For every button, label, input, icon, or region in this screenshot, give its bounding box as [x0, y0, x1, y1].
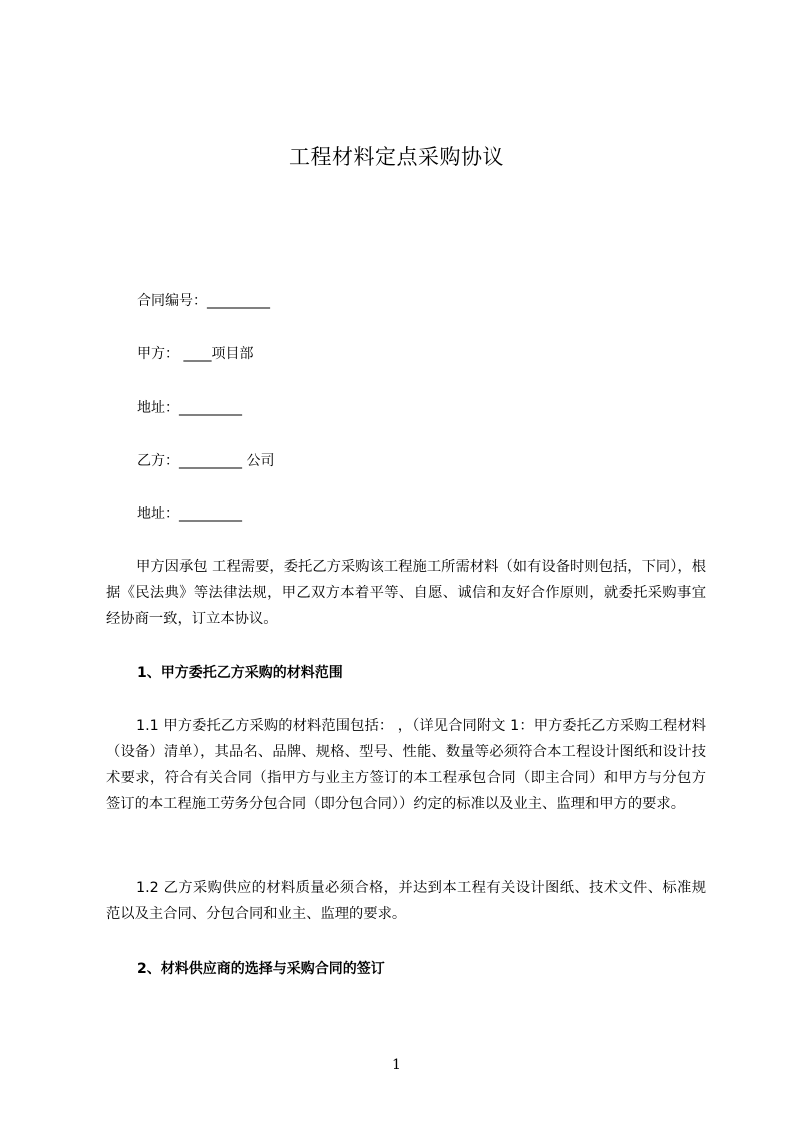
document-title: 工程材料定点采购协议	[289, 145, 504, 169]
party-b-address-field: 地址：_________	[137, 506, 242, 522]
page-number: 1	[392, 1057, 401, 1073]
contract-number-field: 合同编号：_________	[137, 293, 270, 309]
party-a-address-field: 地址：_________	[137, 400, 242, 416]
party-b-field: 乙方：_________ 公司	[137, 453, 275, 469]
clause-1-2: 1.2 乙方采购供应的材料质量必须合格，并达到本工程有关设计图纸、技术文件、标准规范以及主合同、分包合同和业主、监理的要求。	[106, 880, 706, 922]
clause-1-1: 1.1 甲方委托乙方采购的材料范围包括： ，（详见合同附文 1：甲方委托乙方采购工程材料（设备）清单），其品名、品牌、规格、型号、性能、数量等必须符合本工程设计图纸和设计技术要求，符合有关合同（指甲方与业主方签订的本工程承包合同（即主合同）和甲方与分包方签订的本工程施工劳务分包合同（即分包合同））约定的标准以及业主、监理和甲方的要求。	[106, 718, 706, 812]
party-a-field: 甲方： ____项目部	[137, 346, 254, 362]
section-2-heading: 2、材料供应商的选择与采购合同的签订	[137, 961, 385, 977]
section-1-heading: 1、甲方委托乙方采购的材料范围	[137, 665, 343, 681]
intro-paragraph: 甲方因承包 工程需要，委托乙方采购该工程施工所需材料（如有设备时则包括，下同），根据《民法典》等法律法规，甲乙双方本着平等、自愿、诚信和友好合作原则，就委托采购事宜经协商一致，订立本协议。	[106, 559, 706, 627]
